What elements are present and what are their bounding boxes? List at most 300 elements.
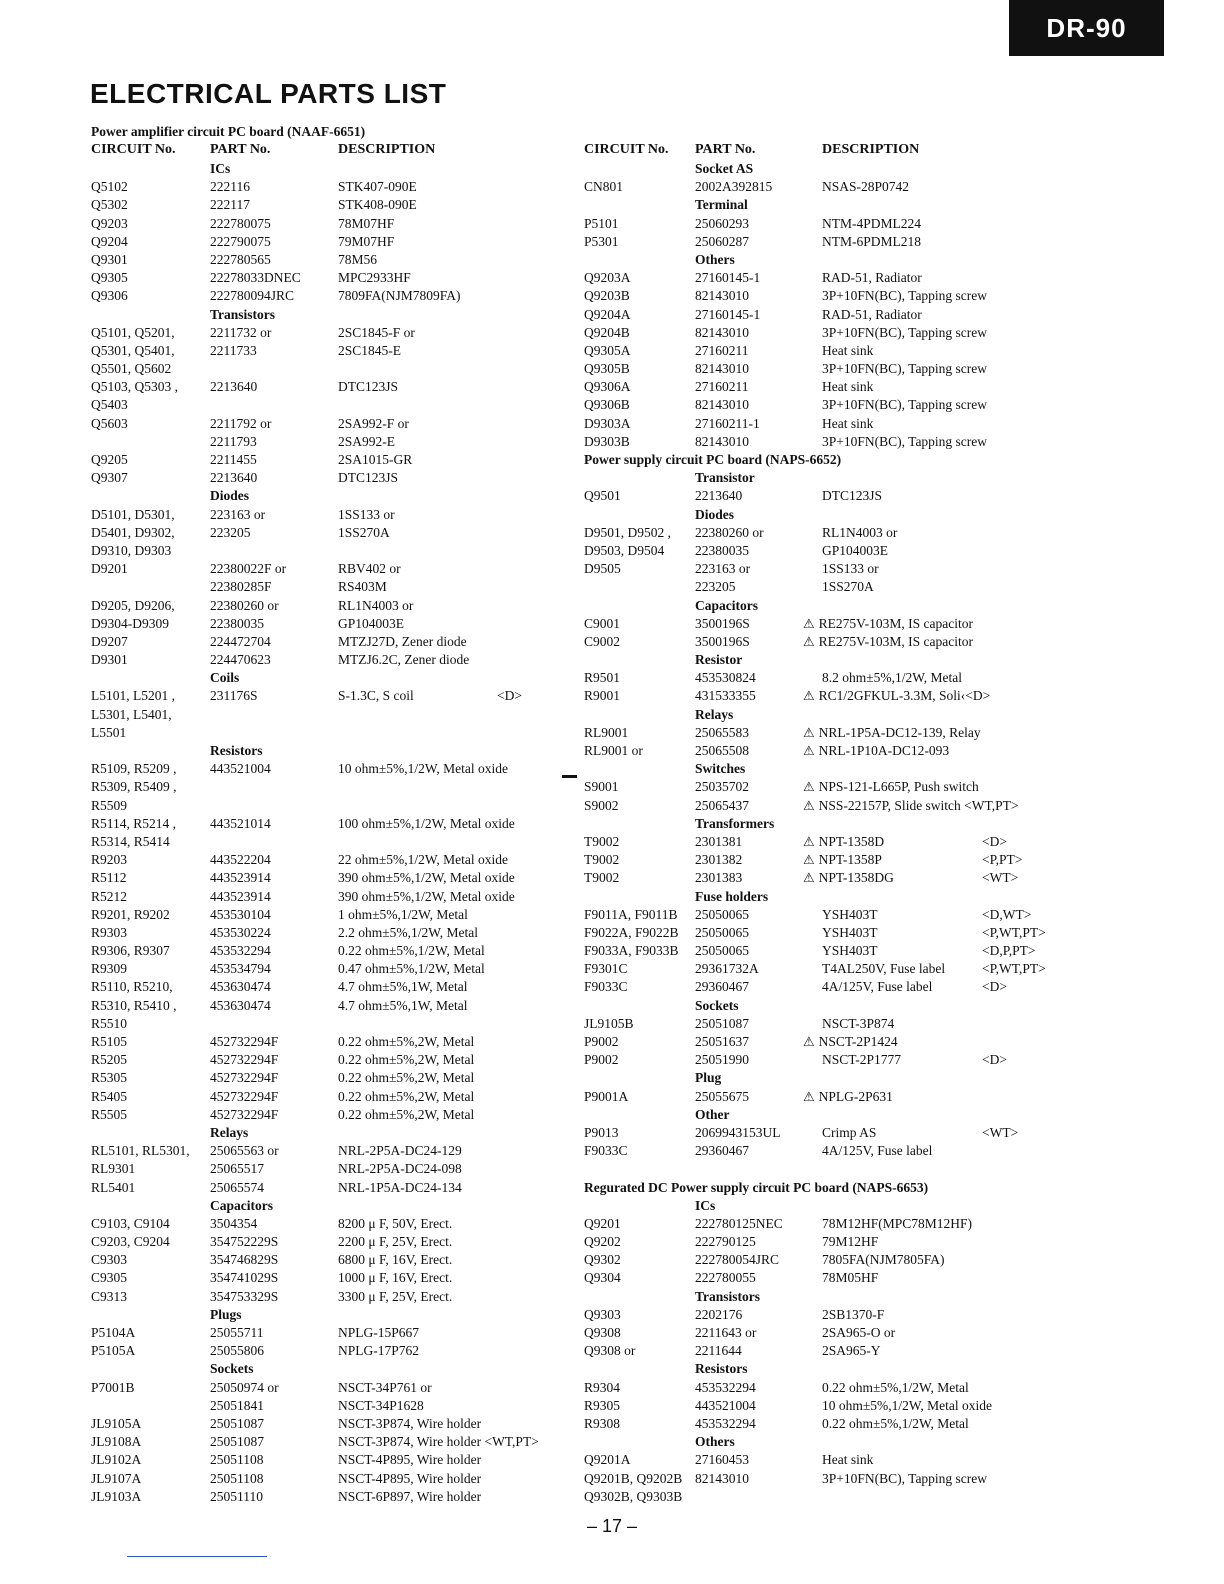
part-number: 443521014 bbox=[210, 815, 271, 831]
part-number: 82143010 bbox=[695, 433, 749, 449]
circuit-number: D9301 bbox=[91, 652, 128, 668]
category-label: Switches bbox=[695, 761, 746, 777]
circuit-number: Q9308 or bbox=[584, 1343, 636, 1359]
circuit-number: Q9303 bbox=[584, 1306, 621, 1322]
part-number: 25050065 bbox=[695, 943, 749, 959]
part-number: 224472704 bbox=[210, 633, 271, 649]
part-row bbox=[91, 1324, 541, 1342]
part-row bbox=[584, 1251, 1064, 1269]
circuit-number: P5101 bbox=[584, 215, 619, 231]
part-row bbox=[584, 415, 1064, 433]
part-number: 453630474 bbox=[210, 979, 271, 995]
description bbox=[803, 833, 884, 851]
category-label: Transistor bbox=[695, 470, 755, 486]
version-note: <D> bbox=[497, 688, 522, 704]
category-heading bbox=[91, 1360, 541, 1378]
circuit-number: RL9301 bbox=[91, 1161, 136, 1177]
part-number: 453532294 bbox=[210, 943, 271, 959]
change-mark bbox=[562, 775, 577, 778]
description: NRL-2P5A-DC24-129 bbox=[338, 1143, 462, 1159]
part-number: 29361732A bbox=[695, 961, 759, 977]
part-number: 3500196S bbox=[695, 633, 750, 649]
description: NTM-4PDML224 bbox=[822, 215, 922, 231]
board-section-title bbox=[584, 1179, 1064, 1197]
part-row bbox=[91, 706, 541, 724]
part-row bbox=[91, 1069, 541, 1087]
part-row bbox=[584, 906, 1064, 924]
circuit-number: Q9302B, Q9303B bbox=[584, 1488, 683, 1504]
part-number: 25055675 bbox=[695, 1088, 749, 1104]
category-heading bbox=[584, 251, 1064, 269]
description: 0.22 ohm±5%,2W, Metal bbox=[338, 1034, 475, 1049]
part-row bbox=[584, 233, 1064, 251]
circuit-number: Q9204B bbox=[584, 324, 630, 340]
part-row bbox=[91, 888, 541, 906]
circuit-number: R9203 bbox=[91, 852, 128, 868]
description: NSAS-28P0742 bbox=[822, 179, 910, 195]
description: MTZJ6.2C, Zener diode bbox=[338, 652, 470, 668]
description: 4.7 ohm±5%,1W, Metal bbox=[338, 979, 468, 995]
circuit-number: T9002 bbox=[584, 852, 620, 868]
part-row bbox=[91, 960, 541, 978]
description bbox=[803, 797, 1019, 815]
part-number: 2213640 bbox=[210, 379, 258, 395]
part-row bbox=[91, 1451, 541, 1469]
description: STK407-090E bbox=[338, 179, 417, 195]
circuit-number: Q9305A bbox=[584, 342, 631, 358]
part-number: 2301382 bbox=[695, 852, 743, 868]
part-row bbox=[584, 869, 1064, 887]
circuit-number: Q9204 bbox=[91, 233, 128, 249]
part-row bbox=[91, 269, 541, 287]
description: 2SA992-F or bbox=[338, 415, 409, 431]
description: NSCT-3P874, Wire holder bbox=[338, 1415, 482, 1431]
part-row bbox=[91, 215, 541, 233]
description: 0.22 ohm±5%,2W, Metal bbox=[338, 1106, 475, 1122]
part-number: 443522204 bbox=[210, 852, 271, 868]
circuit-number: T9002 bbox=[584, 833, 620, 849]
circuit-number: Q9304 bbox=[584, 1270, 621, 1286]
part-number: 25051087 bbox=[695, 1015, 749, 1031]
part-row bbox=[584, 633, 1064, 651]
category-heading bbox=[584, 597, 1064, 615]
circuit-number: R9305 bbox=[584, 1397, 621, 1413]
version-note: <D> bbox=[982, 833, 1007, 849]
description-text: RC1/2GFKUL-3.3M, Soli‹<D> bbox=[818, 688, 991, 704]
part-number: 443523914 bbox=[210, 870, 271, 886]
part-row bbox=[91, 869, 541, 887]
circuit-number: R5505 bbox=[91, 1106, 128, 1122]
description: 10 ohm±5%,1/2W, Metal oxide bbox=[338, 761, 509, 777]
part-number: 25060287 bbox=[695, 233, 749, 249]
part-number: 452732294F bbox=[210, 1034, 279, 1049]
part-number: 452732294F bbox=[210, 1070, 279, 1086]
description: NTM-6PDML218 bbox=[822, 233, 922, 249]
right-parts-table bbox=[584, 160, 1064, 1506]
circuit-number: D5101, D5301, bbox=[91, 506, 175, 522]
category-heading bbox=[91, 487, 541, 505]
description bbox=[803, 615, 973, 633]
part-row bbox=[584, 1088, 1064, 1106]
description-text: NPT-1358D bbox=[818, 833, 885, 849]
part-number: 2211792 or bbox=[210, 415, 272, 431]
part-row bbox=[91, 178, 541, 196]
circuit-number: D9304-D9309 bbox=[91, 615, 169, 631]
part-row bbox=[584, 615, 1064, 633]
part-number: 25051108 bbox=[210, 1452, 264, 1468]
safety-warning-icon: ⚠ bbox=[803, 615, 815, 631]
part-number: 222780565 bbox=[210, 251, 271, 267]
circuit-number: R5112 bbox=[91, 870, 127, 886]
part-row bbox=[91, 1433, 541, 1451]
part-number: 2301383 bbox=[695, 870, 743, 886]
circuit-number: R5310, R5410 , bbox=[91, 997, 177, 1013]
description: DTC123JS bbox=[338, 379, 399, 395]
part-row bbox=[91, 997, 541, 1015]
model-label: DR-90 bbox=[1046, 12, 1127, 43]
circuit-number: D9201 bbox=[91, 561, 128, 577]
description: Heat sink bbox=[822, 342, 874, 358]
circuit-number: JL9107A bbox=[91, 1470, 142, 1486]
circuit-number: CN801 bbox=[584, 179, 624, 195]
description-text: NPT-1358P bbox=[818, 852, 882, 868]
circuit-number: D9503, D9504 bbox=[584, 542, 665, 558]
part-number: 354752229S bbox=[210, 1234, 279, 1250]
description: RS403M bbox=[338, 579, 387, 595]
description: 78M05HF bbox=[822, 1270, 879, 1286]
circuit-number: F9033C bbox=[584, 1143, 628, 1159]
part-number: 354741029S bbox=[210, 1270, 279, 1286]
version-note: <D> bbox=[982, 979, 1007, 995]
description: RL1N4003 or bbox=[822, 524, 898, 540]
circuit-number: L5301, L5401, bbox=[91, 706, 172, 722]
description: NRL-1P5A-DC24-134 bbox=[338, 1179, 462, 1195]
circuit-number: L5501 bbox=[91, 724, 127, 740]
part-row bbox=[91, 1379, 541, 1397]
part-number: 22380035 bbox=[695, 542, 749, 558]
circuit-number: R5405 bbox=[91, 1088, 128, 1104]
circuit-number: Q9202 bbox=[584, 1234, 621, 1250]
category-heading bbox=[91, 1197, 541, 1215]
description: 3P+10FN(BC), Tapping screw bbox=[822, 361, 988, 377]
part-row bbox=[584, 1306, 1064, 1324]
description: 390 ohm±5%,1/2W, Metal oxide bbox=[338, 888, 515, 904]
part-number: 2211732 or bbox=[210, 324, 272, 340]
circuit-number: Q5302 bbox=[91, 197, 128, 213]
part-row bbox=[91, 1051, 541, 1069]
circuit-number: R9303 bbox=[91, 924, 128, 940]
part-row bbox=[91, 687, 541, 705]
description: 2SA992-E bbox=[338, 433, 395, 449]
part-number: 25050065 bbox=[695, 906, 749, 922]
description: YSH403T bbox=[822, 924, 878, 940]
safety-warning-icon: ⚠ bbox=[803, 724, 815, 740]
description: 1SS270A bbox=[338, 524, 390, 540]
description: 79M12HF bbox=[822, 1234, 879, 1250]
category-label: Sockets bbox=[210, 1361, 254, 1377]
description: 3P+10FN(BC), Tapping screw bbox=[822, 288, 988, 304]
description-text: NPS-121-L665P, Push switch bbox=[818, 779, 979, 795]
part-row bbox=[584, 560, 1064, 578]
category-label: Relays bbox=[210, 1124, 249, 1140]
part-row bbox=[91, 324, 541, 342]
part-number: 25055711 bbox=[210, 1325, 264, 1340]
part-number: 82143010 bbox=[695, 361, 749, 377]
part-number: 82143010 bbox=[695, 397, 749, 413]
part-row bbox=[91, 924, 541, 942]
part-row bbox=[584, 487, 1064, 505]
part-number: 2211733 bbox=[210, 342, 257, 358]
description: NPLG-17P762 bbox=[338, 1343, 420, 1359]
description bbox=[803, 742, 949, 760]
description: 2SC1845-F or bbox=[338, 324, 415, 340]
part-number: 453532294 bbox=[695, 1379, 756, 1395]
left-circuit-header: CIRCUIT No. bbox=[91, 142, 176, 157]
part-number: 25065563 or bbox=[210, 1143, 279, 1159]
description: 1SS133 or bbox=[338, 506, 395, 522]
circuit-number: R5510 bbox=[91, 1015, 128, 1031]
description: 2SB1370-F bbox=[822, 1306, 885, 1322]
part-row bbox=[91, 1488, 541, 1506]
part-number: 223163 or bbox=[695, 561, 751, 577]
category-label: Resistor bbox=[695, 652, 743, 668]
part-row bbox=[91, 251, 541, 269]
circuit-number: Q9305 bbox=[91, 270, 128, 286]
part-number: 25065583 bbox=[695, 724, 749, 740]
part-row bbox=[584, 742, 1064, 760]
circuit-number: D9303A bbox=[584, 415, 631, 431]
category-label: Fuse holders bbox=[695, 888, 769, 904]
category-heading bbox=[584, 1197, 1064, 1215]
description: 3P+10FN(BC), Tapping screw bbox=[822, 1470, 988, 1486]
part-row bbox=[584, 1051, 1064, 1069]
part-number: 25060293 bbox=[695, 215, 749, 231]
part-number: 25065574 bbox=[210, 1179, 264, 1195]
circuit-number: C9001 bbox=[584, 615, 621, 631]
circuit-number: P9001A bbox=[584, 1088, 629, 1104]
part-number: 22278033DNEC bbox=[210, 270, 301, 286]
part-number: 27160145-1 bbox=[695, 306, 761, 322]
circuit-number: L5101, L5201 , bbox=[91, 688, 175, 704]
category-heading bbox=[584, 469, 1064, 487]
description bbox=[803, 1033, 898, 1051]
circuit-number: P9002 bbox=[584, 1052, 619, 1068]
circuit-number: P9002 bbox=[584, 1034, 619, 1049]
part-row bbox=[91, 851, 541, 869]
part-row bbox=[91, 1251, 541, 1269]
page-number: – 17 – bbox=[586, 1516, 638, 1536]
circuit-number: Q9201B, Q9202B bbox=[584, 1470, 683, 1486]
circuit-number: Q9204A bbox=[584, 306, 631, 322]
part-row bbox=[91, 1106, 541, 1124]
description: 4.7 ohm±5%,1W, Metal bbox=[338, 997, 468, 1013]
circuit-number: RL5101, RL5301, bbox=[91, 1143, 190, 1159]
category-label: Others bbox=[695, 251, 735, 267]
part-row bbox=[91, 233, 541, 251]
category-label: ICs bbox=[695, 1197, 716, 1213]
part-row bbox=[584, 360, 1064, 378]
part-row bbox=[584, 1142, 1064, 1160]
category-heading bbox=[584, 196, 1064, 214]
description: NSCT-3P874 bbox=[822, 1015, 895, 1031]
description: STK408-090E bbox=[338, 197, 417, 213]
category-label: Socket AS bbox=[695, 161, 754, 176]
category-label: Relays bbox=[695, 706, 734, 722]
category-heading bbox=[91, 306, 541, 324]
category-label: Diodes bbox=[210, 488, 250, 504]
description: 0.22 ohm±5%,2W, Metal bbox=[338, 1088, 475, 1104]
description: MTZJ27D, Zener diode bbox=[338, 633, 467, 649]
description: NSCT-6P897, Wire holder bbox=[338, 1488, 482, 1504]
part-number: 2002A392815 bbox=[695, 179, 773, 195]
circuit-number: F9011A, F9011B bbox=[584, 906, 678, 922]
part-row bbox=[91, 506, 541, 524]
category-heading bbox=[584, 1106, 1064, 1124]
part-row bbox=[91, 651, 541, 669]
category-label: Others bbox=[695, 1434, 735, 1450]
part-row bbox=[584, 1397, 1064, 1415]
part-row bbox=[584, 1015, 1064, 1033]
circuit-number: T9002 bbox=[584, 870, 620, 886]
description bbox=[803, 687, 990, 705]
part-number: 223205 bbox=[695, 579, 736, 595]
part-row bbox=[91, 1288, 541, 1306]
category-heading bbox=[584, 760, 1064, 778]
part-row bbox=[91, 833, 541, 851]
part-number: 22380285F bbox=[210, 579, 272, 595]
part-row bbox=[91, 778, 541, 796]
description: 78M07HF bbox=[338, 215, 395, 231]
part-number: 3500196S bbox=[695, 615, 750, 631]
part-row bbox=[584, 1342, 1064, 1360]
part-number: 27160453 bbox=[695, 1452, 749, 1468]
circuit-number: P9013 bbox=[584, 1124, 619, 1140]
description: RAD-51, Radiator bbox=[822, 270, 922, 286]
part-number: 2211644 bbox=[695, 1343, 742, 1359]
description: 1SS270A bbox=[822, 579, 874, 595]
part-row bbox=[91, 633, 541, 651]
circuit-number: R5509 bbox=[91, 797, 128, 813]
board-title: Power amplifier circuit PC board (NAAF-6651) bbox=[91, 124, 366, 139]
part-row bbox=[584, 269, 1064, 287]
part-row bbox=[584, 851, 1064, 869]
safety-warning-icon: ⚠ bbox=[803, 743, 815, 758]
part-number: 2211793 bbox=[210, 433, 257, 449]
part-row bbox=[91, 451, 541, 469]
part-number: 354746829S bbox=[210, 1252, 279, 1268]
category-heading bbox=[584, 1433, 1064, 1451]
circuit-number: Q9308 bbox=[584, 1325, 621, 1340]
part-row bbox=[91, 815, 541, 833]
category-heading bbox=[584, 1288, 1064, 1306]
part-row bbox=[91, 724, 541, 742]
board-section-title bbox=[584, 451, 1064, 469]
part-number: 2211643 or bbox=[695, 1325, 757, 1340]
category-heading bbox=[584, 506, 1064, 524]
description bbox=[803, 851, 882, 869]
category-label: Coils bbox=[210, 670, 240, 686]
part-row bbox=[91, 1415, 541, 1433]
description: NRL-2P5A-DC24-098 bbox=[338, 1161, 462, 1177]
part-row bbox=[91, 1470, 541, 1488]
category-heading bbox=[584, 706, 1064, 724]
description-text: NPT-1358DG bbox=[818, 870, 894, 886]
description: 78M12HF(MPC78M12HF) bbox=[822, 1215, 973, 1231]
right-circuit-header: CIRCUIT No. bbox=[584, 142, 669, 157]
circuit-number: R5309, R5409 , bbox=[91, 779, 177, 795]
version-note: <P,WT,PT> bbox=[982, 924, 1046, 940]
circuit-number: Q5403 bbox=[91, 397, 128, 413]
circuit-number: D9207 bbox=[91, 633, 128, 649]
safety-warning-icon: ⚠ bbox=[803, 870, 815, 886]
version-note: <WT> bbox=[982, 1124, 1019, 1140]
part-row bbox=[584, 1124, 1064, 1142]
circuit-number: R9001 bbox=[584, 688, 621, 704]
part-row bbox=[584, 342, 1064, 360]
category-label: ICs bbox=[210, 161, 231, 176]
version-note: <P,WT,PT> bbox=[982, 961, 1046, 977]
description: 1 ohm±5%,1/2W, Metal bbox=[338, 906, 468, 922]
description: 2SC1845-E bbox=[338, 342, 402, 358]
category-label: Other bbox=[695, 1106, 730, 1122]
circuit-number: Q9203A bbox=[584, 270, 631, 286]
description: 8200 μ F, 50V, Erect. bbox=[338, 1215, 453, 1231]
part-row bbox=[584, 215, 1064, 233]
description: 2SA1015-GR bbox=[338, 452, 413, 467]
part-number: 25055806 bbox=[210, 1343, 264, 1359]
description: NSCT-2P1777 bbox=[822, 1052, 902, 1068]
circuit-number: Q5103, Q5303 , bbox=[91, 379, 178, 395]
circuit-number: D9501, D9502 , bbox=[584, 524, 671, 540]
part-number: 22380260 or bbox=[695, 524, 764, 540]
part-row bbox=[91, 942, 541, 960]
description: 100 ohm±5%,1/2W, Metal oxide bbox=[338, 815, 515, 831]
description bbox=[803, 869, 894, 887]
version-note: <D> bbox=[982, 1052, 1007, 1068]
part-number: 2069943153UL bbox=[695, 1124, 781, 1140]
circuit-number: F9301C bbox=[584, 961, 628, 977]
description: 2SA965-O or bbox=[822, 1325, 896, 1340]
part-row bbox=[584, 524, 1064, 542]
category-label: Resistors bbox=[695, 1361, 748, 1377]
description: 10 ohm±5%,1/2W, Metal oxide bbox=[822, 1397, 993, 1413]
description: GP104003E bbox=[822, 542, 889, 558]
circuit-number: R5109, R5209 , bbox=[91, 761, 177, 777]
part-number: 453534794 bbox=[210, 961, 271, 977]
part-number: 29360467 bbox=[695, 979, 749, 995]
circuit-number: C9303 bbox=[91, 1252, 128, 1268]
part-number: 222780075 bbox=[210, 215, 271, 231]
description: NSCT-4P895, Wire holder bbox=[338, 1452, 482, 1468]
description: NSCT-34P1628 bbox=[338, 1397, 424, 1413]
part-row bbox=[584, 797, 1064, 815]
part-number: 3504354 bbox=[210, 1215, 258, 1231]
circuit-number: R5212 bbox=[91, 888, 128, 904]
description: 0.22 ohm±5%,1/2W, Metal bbox=[822, 1415, 969, 1431]
circuit-number: Q9203 bbox=[91, 215, 128, 231]
circuit-number: R9306, R9307 bbox=[91, 943, 170, 959]
left-desc-header: DESCRIPTION bbox=[338, 142, 436, 157]
circuit-number: Q9306 bbox=[91, 288, 128, 304]
category-label: Diodes bbox=[695, 506, 735, 522]
circuit-number: Q9301 bbox=[91, 251, 128, 267]
part-number: 82143010 bbox=[695, 1470, 749, 1486]
description: 0.22 ohm±5%,2W, Metal bbox=[338, 1052, 475, 1068]
circuit-number: C9002 bbox=[584, 633, 621, 649]
part-row bbox=[91, 469, 541, 487]
description: 2SA965-Y bbox=[822, 1343, 881, 1359]
description: RBV402 or bbox=[338, 561, 401, 577]
